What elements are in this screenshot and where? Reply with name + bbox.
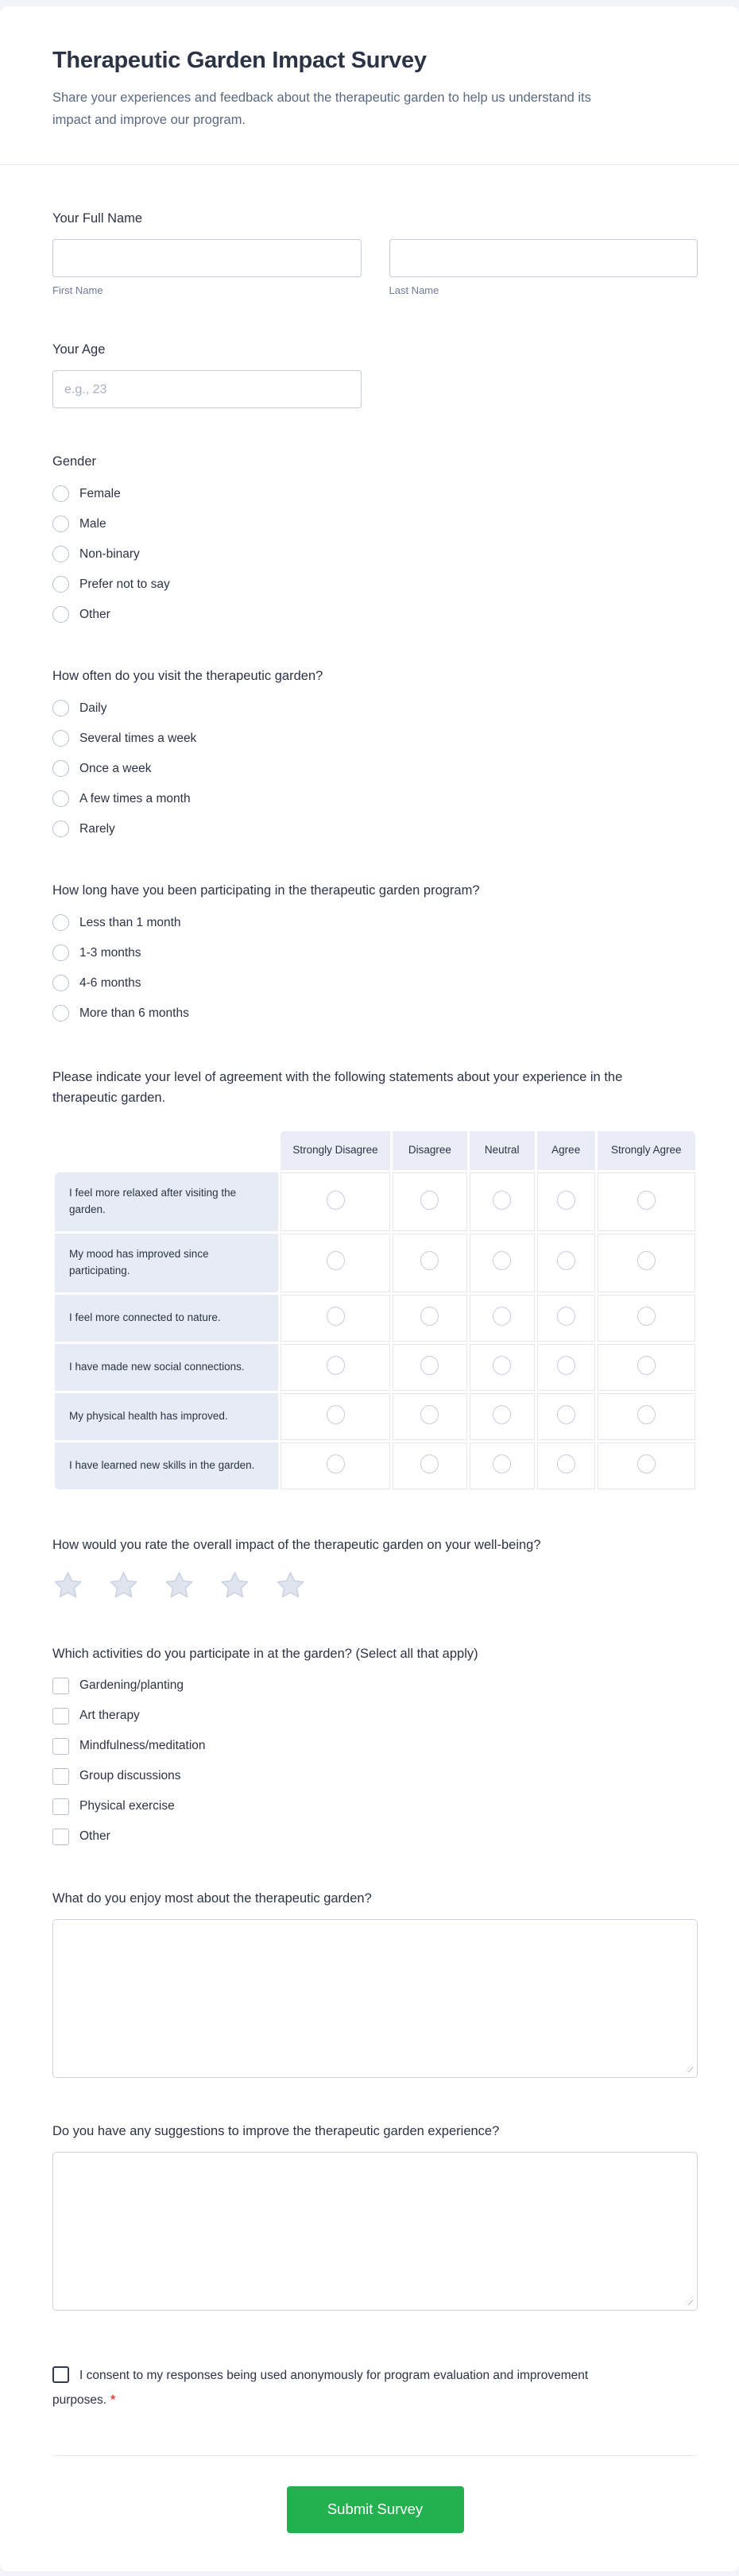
visit-option-rarely[interactable] <box>52 821 698 837</box>
radio-button-icon[interactable] <box>52 975 69 991</box>
matrix-radio-icon[interactable] <box>557 1307 575 1326</box>
question-agreement-matrix <box>52 1068 698 1492</box>
radio-button-icon[interactable] <box>52 546 69 562</box>
visit-option-once-a-week[interactable] <box>52 760 698 777</box>
form-body <box>0 165 739 2571</box>
matrix-col-disagree: Disagree <box>393 1131 466 1170</box>
gender-label: Gender <box>52 454 97 469</box>
matrix-row-mood <box>55 1234 695 1292</box>
visit-option-several-times-a-week[interactable] <box>52 730 698 747</box>
option-label: Physical exercise <box>79 1799 175 1813</box>
matrix-cell[interactable] <box>281 1295 390 1342</box>
matrix-row-social <box>55 1344 695 1391</box>
matrix-radio-icon[interactable] <box>557 1191 575 1210</box>
gender-option-other[interactable] <box>52 606 698 623</box>
radio-button-icon[interactable] <box>52 576 69 593</box>
matrix-radio-icon[interactable] <box>493 1191 511 1210</box>
option-label: Daily <box>79 701 107 715</box>
gender-option-male[interactable] <box>52 516 698 532</box>
matrix-cell[interactable] <box>393 1172 466 1231</box>
matrix-cell[interactable] <box>393 1234 466 1292</box>
matrix-cell[interactable] <box>537 1295 595 1342</box>
matrix-radio-icon[interactable] <box>557 1356 575 1375</box>
suggestions-textarea-wrap <box>52 2152 698 2311</box>
matrix-cell[interactable] <box>470 1344 535 1391</box>
page-subtitle: Share your experiences and feedback about the therapeutic garden to help us understand its impact and improve our program. <box>52 91 591 128</box>
gender-options <box>52 485 698 623</box>
matrix-cell[interactable] <box>537 1344 595 1391</box>
matrix-cell[interactable] <box>598 1234 695 1292</box>
matrix-cell[interactable] <box>281 1442 390 1489</box>
matrix-cell[interactable] <box>470 1234 535 1292</box>
matrix-cell[interactable] <box>393 1393 466 1440</box>
last-name-sublabel: Last Name <box>389 284 439 297</box>
activity-option-gardening-planting[interactable] <box>52 1678 698 1694</box>
radio-button-icon[interactable] <box>52 485 69 502</box>
checkbox-icon[interactable] <box>52 1738 69 1755</box>
matrix-radio-icon[interactable] <box>327 1356 345 1375</box>
option-label: Mindfulness/meditation <box>79 1739 206 1753</box>
matrix-radio-icon[interactable] <box>420 1307 439 1326</box>
matrix-radio-icon[interactable] <box>637 1251 656 1270</box>
radio-button-icon[interactable] <box>52 944 69 961</box>
duration-option-less-than-1-month[interactable] <box>52 914 698 931</box>
matrix-radio-icon[interactable] <box>637 1356 656 1375</box>
matrix-col-agree: Agree <box>537 1131 595 1170</box>
radio-button-icon[interactable] <box>52 760 69 777</box>
star-2-icon[interactable] <box>108 1570 139 1601</box>
option-label: Group discussions <box>79 1769 181 1783</box>
consent-row <box>52 2363 609 2412</box>
matrix-row-label: My mood has improved since participating. <box>55 1234 278 1292</box>
visit-option-few-times-a-month[interactable] <box>52 790 698 807</box>
age-label: Your Age <box>52 342 106 357</box>
page-title: Therapeutic Garden Impact Survey <box>52 48 427 73</box>
option-label: A few times a month <box>79 791 191 805</box>
matrix-row-label: I feel more relaxed after visiting the garden. <box>55 1172 278 1231</box>
matrix-cell[interactable] <box>281 1344 390 1391</box>
matrix-radio-icon[interactable] <box>327 1405 345 1424</box>
gender-option-non-binary[interactable] <box>52 546 698 562</box>
submit-button[interactable]: Submit Survey <box>287 2486 464 2533</box>
matrix-cell[interactable] <box>537 1234 595 1292</box>
question-age <box>52 342 698 408</box>
matrix-row-label: I feel more connected to nature. <box>55 1295 278 1342</box>
matrix-radio-icon[interactable] <box>557 1454 575 1473</box>
matrix-radio-icon[interactable] <box>637 1454 656 1473</box>
matrix-col-strongly-disagree: Strongly Disagree <box>281 1131 390 1170</box>
question-suggestions <box>52 2124 698 2311</box>
duration-option-4-6-months[interactable] <box>52 975 698 991</box>
form-footer <box>52 2455 698 2571</box>
activity-option-art-therapy[interactable] <box>52 1708 698 1724</box>
first-name-col <box>52 239 362 296</box>
radio-button-icon[interactable] <box>52 606 69 623</box>
matrix-radio-icon[interactable] <box>493 1307 511 1326</box>
last-name-col <box>389 239 698 296</box>
matrix-cell[interactable] <box>281 1172 390 1231</box>
matrix-radio-icon[interactable] <box>493 1405 511 1424</box>
matrix-cell[interactable] <box>470 1172 535 1231</box>
option-label: Art therapy <box>79 1709 140 1723</box>
question-participation-duration <box>52 883 698 1022</box>
age-input[interactable] <box>52 370 362 408</box>
matrix-cell[interactable] <box>598 1344 695 1391</box>
rating-question: How would you rate the overall impact of the therapeutic garden on your well-being? <box>52 1537 541 1552</box>
matrix-cell[interactable] <box>537 1393 595 1440</box>
activity-option-physical-exercise[interactable] <box>52 1798 698 1815</box>
matrix-row-label: I have learned new skills in the garden. <box>55 1442 278 1489</box>
matrix-radio-icon[interactable] <box>420 1356 439 1375</box>
checkbox-icon[interactable] <box>52 1829 69 1845</box>
matrix-radio-icon[interactable] <box>637 1307 656 1326</box>
matrix-cell[interactable] <box>598 1393 695 1440</box>
first-name-sublabel: First Name <box>52 284 103 297</box>
matrix-radio-icon[interactable] <box>327 1454 345 1473</box>
participation-duration-question: How long have you been participating in the therapeutic garden program? <box>52 883 480 898</box>
name-row <box>52 239 698 296</box>
matrix-row-physical <box>55 1393 695 1440</box>
last-name-input[interactable] <box>389 239 698 277</box>
question-visit-frequency <box>52 669 698 837</box>
activity-option-other[interactable] <box>52 1829 698 1845</box>
matrix-radio-icon[interactable] <box>420 1191 439 1210</box>
matrix-radio-icon[interactable] <box>327 1191 345 1210</box>
option-label: Other <box>79 1829 110 1844</box>
matrix-row-relaxed <box>55 1172 695 1231</box>
checkbox-icon[interactable] <box>52 1798 69 1815</box>
matrix-row-label: My physical health has improved. <box>55 1393 278 1440</box>
matrix-radio-icon[interactable] <box>493 1251 511 1270</box>
checkbox-icon[interactable] <box>52 1708 69 1724</box>
matrix-cell[interactable] <box>281 1234 390 1292</box>
duration-option-1-3-months[interactable] <box>52 944 698 961</box>
matrix-radio-icon[interactable] <box>327 1251 345 1270</box>
matrix-cell[interactable] <box>537 1442 595 1489</box>
activities-options <box>52 1678 698 1845</box>
activity-option-mindfulness-meditation[interactable] <box>52 1738 698 1755</box>
question-enjoy-most <box>52 1891 698 2078</box>
consent-text: I consent to my responses being used anonymously for program evaluation and improvement purposes. <box>52 2368 589 2407</box>
survey-card <box>0 6 739 2571</box>
visit-frequency-options <box>52 700 698 837</box>
checkbox-icon[interactable] <box>52 1768 69 1785</box>
radio-button-icon[interactable] <box>52 700 69 716</box>
enjoy-most-textarea-wrap <box>52 1919 698 2078</box>
matrix-radio-icon[interactable] <box>637 1405 656 1424</box>
activities-question: Which activities do you participate in at the garden? (Select all that apply) <box>52 1646 478 1661</box>
question-gender <box>52 454 698 623</box>
star-4-icon[interactable] <box>219 1570 250 1601</box>
matrix-cell[interactable] <box>470 1295 535 1342</box>
matrix-radio-icon[interactable] <box>420 1405 439 1424</box>
matrix-radio-icon[interactable] <box>493 1454 511 1473</box>
star-rating <box>52 1570 698 1601</box>
activity-option-group-discussions[interactable] <box>52 1768 698 1785</box>
matrix-cell[interactable] <box>598 1172 695 1231</box>
matrix-radio-icon[interactable] <box>493 1356 511 1375</box>
agreement-matrix-table <box>52 1129 698 1492</box>
matrix-col-neutral: Neutral <box>470 1131 535 1170</box>
matrix-cell[interactable] <box>537 1172 595 1231</box>
option-label: 4-6 months <box>79 975 141 990</box>
option-label: 1-3 months <box>79 945 141 960</box>
radio-button-icon[interactable] <box>52 821 69 837</box>
required-asterisk: * <box>110 2393 116 2407</box>
form-header <box>0 6 739 164</box>
option-label: Other <box>79 607 110 621</box>
matrix-cell[interactable] <box>470 1442 535 1489</box>
participation-duration-options <box>52 914 698 1022</box>
matrix-radio-icon[interactable] <box>557 1405 575 1424</box>
option-label: Non-binary <box>79 546 140 561</box>
option-label: Rarely <box>79 821 115 836</box>
full-name-label: Your Full Name <box>52 211 143 226</box>
matrix-corner-cell <box>55 1131 278 1170</box>
radio-button-icon[interactable] <box>52 790 69 807</box>
first-name-input[interactable] <box>52 239 362 277</box>
checkbox-icon[interactable] <box>52 1678 69 1694</box>
visit-frequency-question: How often do you visit the therapeutic garden? <box>52 669 323 684</box>
star-1-icon[interactable] <box>52 1570 83 1601</box>
option-label: Once a week <box>79 761 152 775</box>
enjoy-most-textarea[interactable] <box>52 1919 698 2078</box>
option-label: Gardening/planting <box>79 1678 184 1693</box>
option-label: Less than 1 month <box>79 915 181 929</box>
matrix-row-nature <box>55 1295 695 1342</box>
radio-button-icon[interactable] <box>52 1005 69 1022</box>
option-label: Female <box>79 486 121 500</box>
option-label: Several times a week <box>79 731 197 745</box>
matrix-radio-icon[interactable] <box>420 1454 439 1473</box>
question-overall-rating <box>52 1538 698 1601</box>
matrix-radio-icon[interactable] <box>557 1251 575 1270</box>
radio-button-icon[interactable] <box>52 516 69 532</box>
radio-button-icon[interactable] <box>52 914 69 931</box>
matrix-row-skills <box>55 1442 695 1489</box>
matrix-cell[interactable] <box>598 1442 695 1489</box>
matrix-cell[interactable] <box>393 1295 466 1342</box>
radio-button-icon[interactable] <box>52 730 69 747</box>
star-3-icon[interactable] <box>164 1570 195 1601</box>
star-5-icon[interactable] <box>275 1570 306 1601</box>
gender-option-prefer-not-to-say[interactable] <box>52 576 698 593</box>
matrix-radio-icon[interactable] <box>327 1307 345 1326</box>
consent-checkbox[interactable] <box>52 2366 69 2383</box>
matrix-cell[interactable] <box>281 1393 390 1440</box>
question-activities <box>52 1647 698 1845</box>
matrix-radio-icon[interactable] <box>637 1191 656 1210</box>
suggestions-question: Do you have any suggestions to improve the therapeutic garden experience? <box>52 2123 500 2138</box>
option-label: Male <box>79 516 106 531</box>
matrix-radio-icon[interactable] <box>420 1251 439 1270</box>
gender-option-female[interactable] <box>52 485 698 502</box>
matrix-col-strongly-agree: Strongly Agree <box>598 1131 695 1170</box>
matrix-cell[interactable] <box>393 1442 466 1489</box>
enjoy-most-question: What do you enjoy most about the therapeutic garden? <box>52 1890 372 1906</box>
matrix-cell[interactable] <box>598 1295 695 1342</box>
question-full-name <box>52 211 698 296</box>
duration-option-more-than-6-months[interactable] <box>52 1005 698 1022</box>
matrix-cell[interactable] <box>470 1393 535 1440</box>
matrix-cell[interactable] <box>393 1344 466 1391</box>
matrix-row-label: I have made new social connections. <box>55 1344 278 1391</box>
option-label: More than 6 months <box>79 1006 189 1020</box>
option-label: Prefer not to say <box>79 577 170 591</box>
suggestions-textarea[interactable] <box>52 2152 698 2311</box>
agreement-matrix-question: Please indicate your level of agreement with the following statements about your experience in the therapeutic garden. <box>52 1070 623 1105</box>
matrix-header-row <box>55 1131 695 1170</box>
visit-option-daily[interactable] <box>52 700 698 716</box>
